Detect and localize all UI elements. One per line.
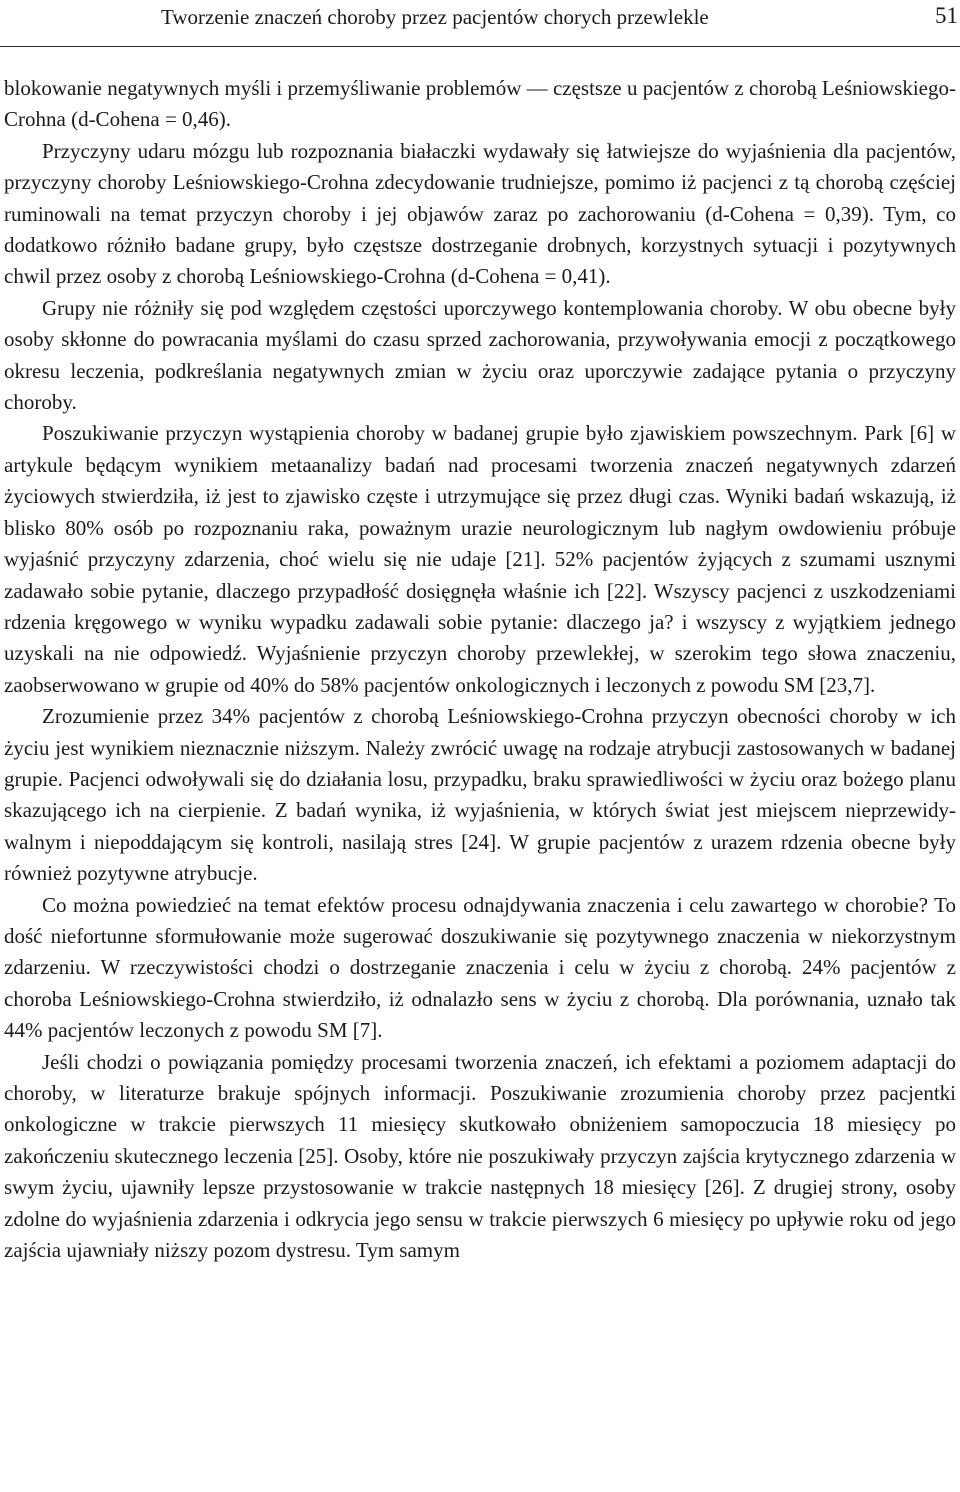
page-number: 51 — [935, 3, 958, 28]
paragraph-continuation: blokowanie negatywnych myśli i przemyśliwanie problemów — częstsze u pacjentów z chorobą Leśniowskiego-Crohna (d-Cohena = 0,46). — [4, 76, 956, 132]
paragraph-searching-causes: Poszukiwanie przyczyn wystąpienia choroby w badanej grupie było zjawiskiem powszechnym. Park [6] w artykule będącym wynikiem metaanalizy badań nad procesami tworzenia znaczeń negatywnych zdarzeń życiowych stwierdziła, iż jest to zjawisko częste i utrzymujące się przez długi czas. Wyniki badań wskazują, iż blisko 80% osób po rozpoznaniu raka, poważnym urazie neurologicznym lub nagłym owdowieniu próbuje wyjaśnić przyczyny zdarzenia, choć wielu się nie udaje [21]. 52% pacjentów żyjących z szumami usznymi zadawało sobie pytanie, dlaczego przypadłość dosięgnęła właśnie ich [22]. Wszyscy pacjenci z uszkodzeniami rdzenia kręgowego w wyniku wypadku zadawali sobie pytanie: dlaczego ja? i wszyscy z wyjątkiem jednego uzyskali na nie odpowiedź. Wyjaśnienie przyczyn choroby przewlekłej, w szerokim tego słowa znaczeniu, zaobserwowano w grupie od 40% do 58% pacjentów onkologicznych i leczonych z powodu SM [23,7]. — [4, 421, 956, 697]
paragraph-understanding-34-percent: Zrozumienie przez 34% pacjentów z chorobą Leśniowskiego-Crohna przyczyn obecności choroby w ich życiu jest wynikiem nieznacznie niższym. Należy zwrócić uwagę na rodzaje atrybucji zastosowanych w badanej grupie. Pacjenci odwoływali się do działania losu, przypadku, braku sprawiedliwości w życiu oraz bożego planu skazującego ich na cierpienie. Z badań wynika, iż wyjaśnienia, w których świat jest miejscem nieprzewidywalnym i niepoddającym się kontroli, nasilają stres [24]. W grupie pacjentów z urazem rdzenia obecne były również pozytywne atrybucje. — [4, 704, 956, 886]
paragraph-groups-rumination: Grupy nie różniły się pod względem częstości uporczywego kontemplowania choroby. W obu obecne były osoby skłonne do powracania myślami do czasu sprzed zachorowania, przywoływania emocji z początkowego okresu leczenia, podkreślania negatywnych zmian w życiu oraz uporczywie zadające pytania o przyczyny choroby. — [4, 295, 956, 415]
paragraph-causes-of-illness: Przyczyny udaru mózgu lub rozpoznania białaczki wydawały się łatwiejsze do wyjaśnienia dla pacjentów, przyczyny choroby Leśniowskiego-Crohna zdecydowanie trudniejsze, pomimo iż pacjenci z tą chorobą częściej ruminowali na temat przyczyn choroby i jej objawów zaraz po zachorowaniu (d-Cohena = 0,39). Tym, co dodatkowo różniło badane grupy, było częstsze dostrzeganie drobnych, korzystnych sytuacji i pozytywnych chwil przez osoby z chorobą Leśniowskiego-Crohna (d-Cohena = 0,41). — [4, 138, 956, 289]
paragraph-finding-meaning: Co można powiedzieć na temat efektów procesu odnajdywania znaczenia i celu zawartego w chorobie? To dość niefortunne sformułowanie może sugerować doszukiwanie się pozytywnego znaczenia w niekorzystnym zdarzeniu. W rzeczywistości chodzi o dostrzeganie znaczenia i celu w życiu z chorobą. 24% pacjentów z choroba Leśniowskiego-Crohna stwierdziło, iż odnalazło sens w życiu z chorobą. Dla porównania, uznało tak 44% pacjentów leczonych z powodu SM [7]. — [4, 892, 956, 1043]
running-header — [0, 0, 960, 47]
body-text — [4, 73, 956, 1266]
running-header-title: Tworzenie znaczeń choroby przez pacjentów chorych przewlekle — [161, 5, 709, 29]
paragraph-adaptation-links: Jeśli chodzi o powiązania pomiędzy procesami tworzenia znaczeń, ich efektami a poziomem adaptacji do choroby, w literaturze brakuje spójnych informacji. Poszukiwanie zrozumienia choroby przez pacjentki onkologiczne w trakcie pierwszych 11 miesięcy skutkowało obniżeniem samopoczucia 18 miesięcy po zakończeniu skutecznego leczenia [25]. Osoby, które nie poszukiwały przyczyn zajścia krytycznego zdarzenia w swym życiu, ujawniły lepsze przystosowanie w trakcie następnych 18 miesięcy [26]. Z drugiej strony, osoby zdolne do wyjaśnienia zdarzenia i odkrycia jego sensu w trakcie pierwszych 6 miesięcy po upływie roku od jego zajścia ujawniały niższy pozom dystresu. Tym samym — [4, 1049, 956, 1263]
